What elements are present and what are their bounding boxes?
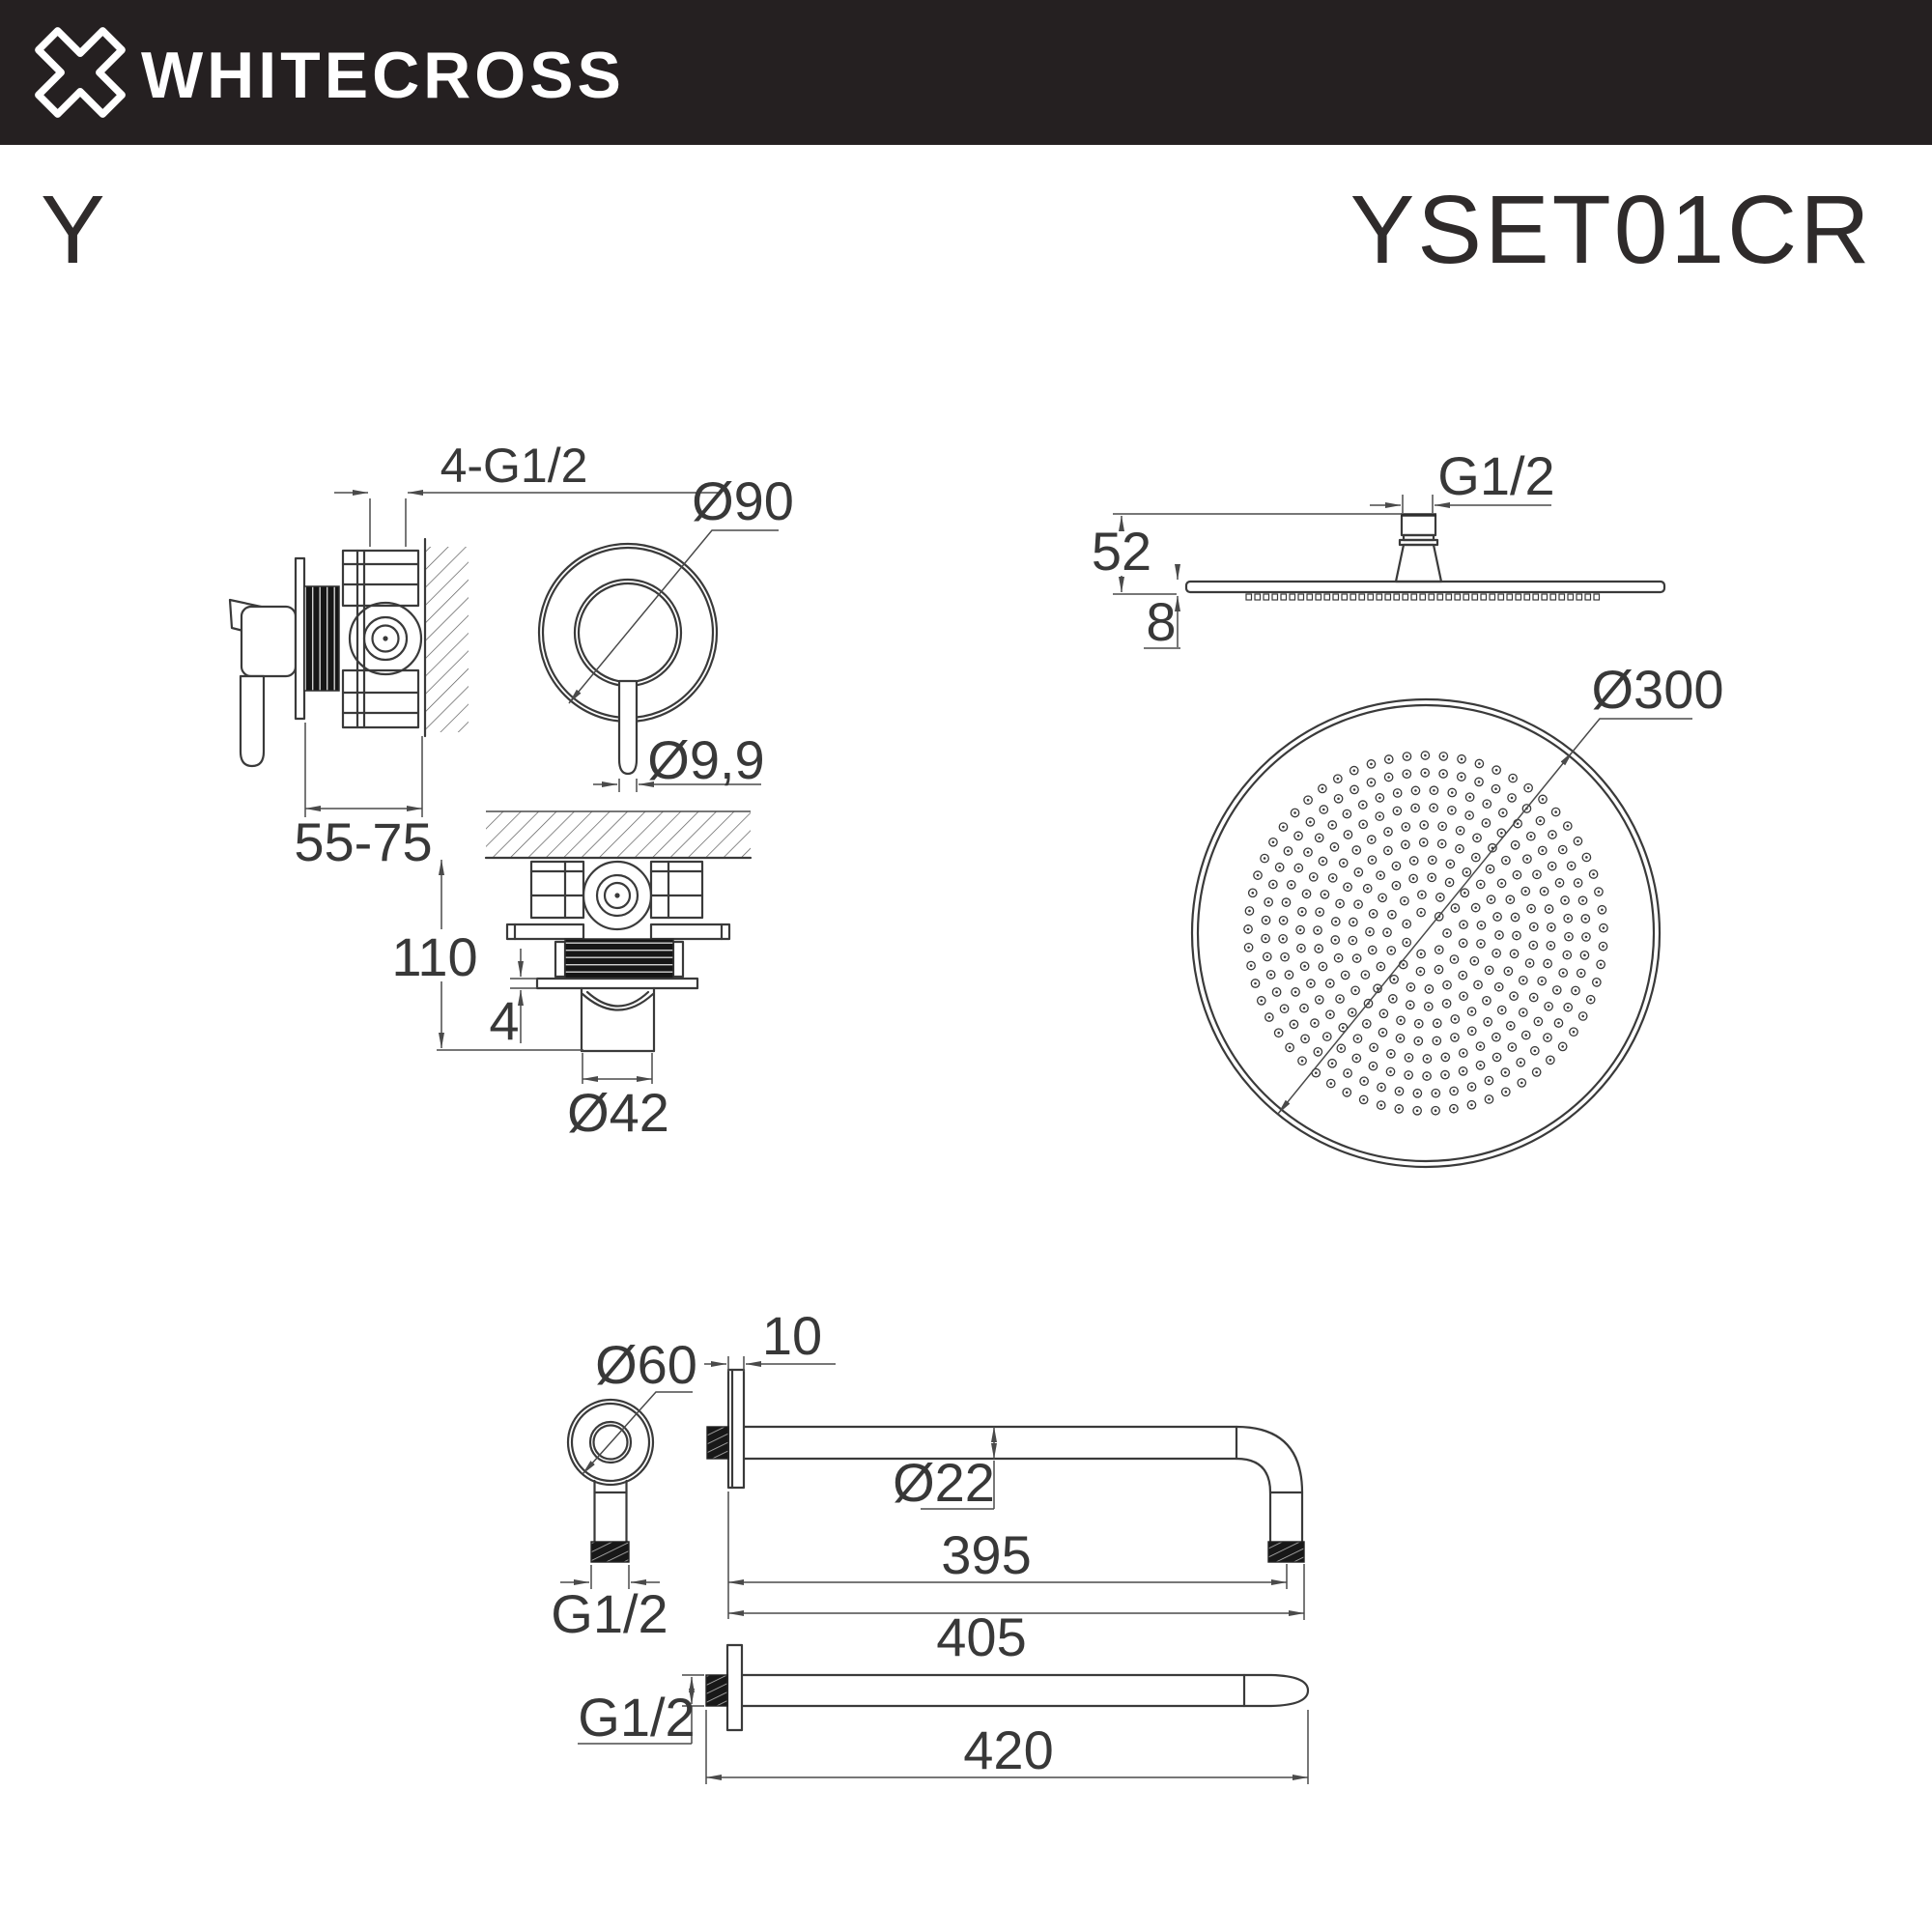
wall-hatch [426, 547, 469, 732]
dim-head-thread [1370, 445, 1555, 513]
dim-ports [334, 439, 722, 547]
dim-spout [567, 1053, 669, 1143]
head-top-view [1192, 659, 1724, 1167]
front-handle-pin [619, 681, 637, 774]
spout-label: Ø42 [567, 1082, 669, 1143]
dim-flange [489, 949, 537, 1051]
head-connector [1396, 515, 1441, 582]
arm-drop-thread [1268, 1542, 1304, 1562]
arm2-thread [706, 1675, 727, 1706]
valve-body [343, 551, 421, 727]
knurled-sleeve [304, 586, 339, 691]
dim-depth [294, 723, 432, 872]
head-side-view [1092, 445, 1664, 652]
pin-diameter-label: Ø9,9 [647, 729, 765, 790]
arm-flange [728, 1370, 744, 1488]
arm2-flange [727, 1645, 742, 1730]
dim-arm-395 [728, 1492, 1287, 1619]
dim-arm2-length [706, 1710, 1308, 1784]
head-plate [1186, 582, 1664, 592]
arm2-thread-label: G1/2 [578, 1687, 696, 1747]
dim-elbow-thread [551, 1565, 668, 1644]
arm-tube-label: Ø22 [893, 1452, 995, 1513]
arm-395-label: 395 [941, 1524, 1032, 1585]
flange-label: 4 [489, 990, 520, 1051]
mixer-handle [230, 600, 296, 766]
head-thread-label: G1/2 [1437, 445, 1555, 506]
arm-view [704, 1305, 1304, 1667]
section-valve-body [507, 862, 729, 1051]
arm-flange-label: 10 [761, 1305, 823, 1366]
elbow-thread-label: G1/2 [551, 1583, 668, 1644]
dim-arm-flange [704, 1305, 836, 1372]
arm-thread [707, 1427, 728, 1459]
series-title: Y [41, 176, 105, 284]
escutcheon-plate [296, 558, 304, 719]
mixer-side-view [230, 439, 722, 872]
front-diameter-label: Ø90 [692, 470, 794, 531]
ports-label: 4-G1/2 [440, 439, 588, 493]
model-number: YSET01CR [1350, 176, 1873, 284]
elbow-diameter-label: Ø60 [595, 1334, 697, 1395]
depth-label: 55-75 [294, 811, 433, 872]
arm-405-label: 405 [936, 1606, 1027, 1667]
brand-name: WHITECROSS [141, 39, 625, 112]
connector-height-label: 52 [1091, 521, 1152, 582]
height-label: 110 [391, 926, 478, 987]
head-diameter-label: Ø300 [1591, 659, 1724, 720]
wall-hatch-section [486, 811, 751, 857]
nozzle-strip [1246, 594, 1600, 600]
mixer-front-view [539, 470, 794, 792]
header-bar [0, 0, 1932, 145]
dim-arm-tube [893, 1427, 995, 1513]
elbow-view [551, 1334, 697, 1644]
mixer-section-view [391, 811, 751, 1143]
plate-thickness-label: 8 [1146, 591, 1177, 652]
elbow-thread [591, 1542, 629, 1562]
arm2-length-label: 420 [963, 1719, 1054, 1780]
dim-arm2-thread [578, 1675, 704, 1747]
